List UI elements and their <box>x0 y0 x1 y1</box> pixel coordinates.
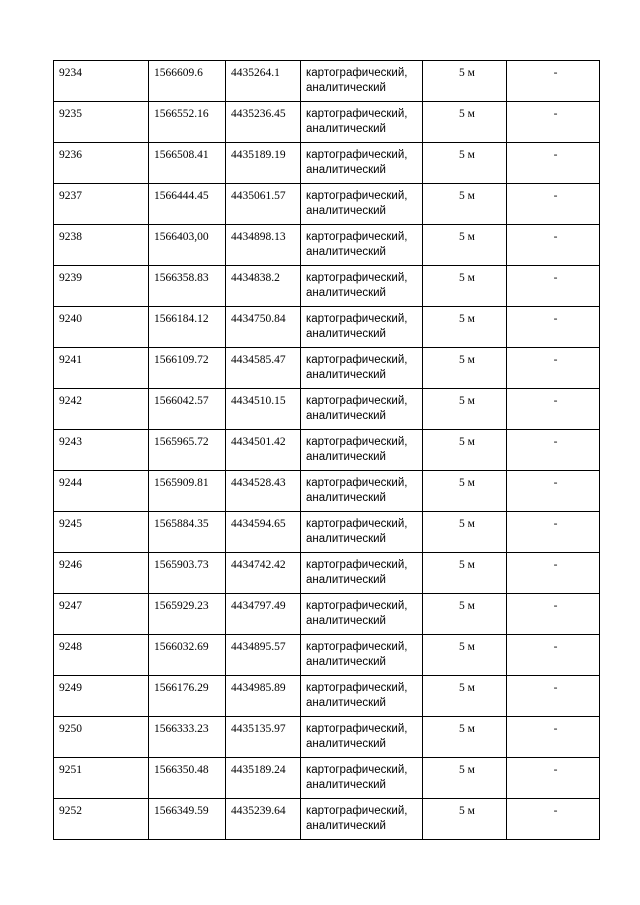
method-cell <box>301 799 423 840</box>
x-coordinate-cell-text: 1566349.59 <box>154 805 209 817</box>
method-cell <box>301 430 423 471</box>
x-coordinate-cell-text: 1566184.12 <box>154 313 209 325</box>
note-cell-text: - <box>553 641 558 653</box>
x-coordinate-cell <box>149 758 226 799</box>
accuracy-cell-text: 5 м <box>459 559 475 571</box>
point-number-cell-text: 9237 <box>59 190 82 202</box>
method-cell <box>301 143 423 184</box>
note-cell-text: - <box>553 559 558 571</box>
accuracy-cell-text: 5 м <box>459 600 475 612</box>
x-coordinate-cell <box>149 430 226 471</box>
accuracy-cell <box>423 430 507 471</box>
note-cell-text: - <box>553 805 558 817</box>
x-coordinate-cell-text: 1566109.72 <box>154 354 209 366</box>
note-cell <box>507 717 600 758</box>
accuracy-cell-text: 5 м <box>459 723 475 735</box>
accuracy-cell <box>423 184 507 225</box>
table-row <box>54 553 600 594</box>
accuracy-cell <box>423 225 507 266</box>
method-line-2: аналитический <box>306 615 386 627</box>
x-coordinate-cell-text: 1565929.23 <box>154 600 209 612</box>
method-cell <box>301 676 423 717</box>
note-cell-text: - <box>553 149 558 161</box>
accuracy-cell-text: 5 м <box>459 641 475 653</box>
y-coordinate-cell-text: 4435239.64 <box>231 805 286 817</box>
y-coordinate-cell-text: 4434898.13 <box>231 231 286 243</box>
x-coordinate-cell-text: 1566358.83 <box>154 272 209 284</box>
table-row <box>54 389 600 430</box>
accuracy-cell-text: 5 м <box>459 436 475 448</box>
note-cell-text: - <box>553 682 558 694</box>
table-row <box>54 676 600 717</box>
method-cell <box>301 102 423 143</box>
point-number-cell-text: 9247 <box>59 600 82 612</box>
x-coordinate-cell <box>149 676 226 717</box>
x-coordinate-cell-text: 1566403,00 <box>154 231 209 243</box>
note-cell-text: - <box>553 190 558 202</box>
accuracy-cell-text: 5 м <box>459 682 475 694</box>
y-coordinate-cell <box>226 717 301 758</box>
note-cell <box>507 102 600 143</box>
x-coordinate-cell <box>149 225 226 266</box>
accuracy-cell <box>423 717 507 758</box>
note-cell <box>507 430 600 471</box>
accuracy-cell <box>423 553 507 594</box>
y-coordinate-cell-text: 4435061.57 <box>231 190 286 202</box>
y-coordinate-cell <box>226 553 301 594</box>
method-cell <box>301 184 423 225</box>
y-coordinate-cell <box>226 430 301 471</box>
table-row <box>54 184 600 225</box>
method-cell <box>301 594 423 635</box>
point-number-cell-text: 9251 <box>59 764 82 776</box>
method-line-1: картографический, <box>306 436 408 448</box>
y-coordinate-cell-text: 4434585.47 <box>231 354 286 366</box>
table-row <box>54 635 600 676</box>
note-cell <box>507 471 600 512</box>
method-line-1: картографический, <box>306 723 408 735</box>
method-cell <box>301 225 423 266</box>
method-line-2: аналитический <box>306 328 386 340</box>
x-coordinate-cell <box>149 143 226 184</box>
point-number-cell-text: 9244 <box>59 477 82 489</box>
method-line-1: картографический, <box>306 395 408 407</box>
method-line-1: картографический, <box>306 682 408 694</box>
y-coordinate-cell-text: 4434797.49 <box>231 600 286 612</box>
x-coordinate-cell <box>149 717 226 758</box>
method-line-1: картографический, <box>306 477 408 489</box>
x-coordinate-cell-text: 1566552.16 <box>154 108 209 120</box>
note-cell <box>507 676 600 717</box>
method-cell <box>301 61 423 102</box>
method-line-2: аналитический <box>306 410 386 422</box>
method-line-2: аналитический <box>306 369 386 381</box>
table-row <box>54 430 600 471</box>
note-cell-text: - <box>553 354 558 366</box>
x-coordinate-cell <box>149 184 226 225</box>
y-coordinate-cell-text: 4434510.15 <box>231 395 286 407</box>
x-coordinate-cell <box>149 594 226 635</box>
x-coordinate-cell <box>149 389 226 430</box>
point-number-cell-text: 9239 <box>59 272 82 284</box>
accuracy-cell-text: 5 м <box>459 477 475 489</box>
note-cell-text: - <box>553 436 558 448</box>
y-coordinate-cell <box>226 184 301 225</box>
y-coordinate-cell-text: 4434742.42 <box>231 559 286 571</box>
note-cell <box>507 799 600 840</box>
y-coordinate-cell-text: 4435189.19 <box>231 149 286 161</box>
method-line-1: картографический, <box>306 190 408 202</box>
method-line-2: аналитический <box>306 205 386 217</box>
point-number-cell <box>54 758 149 799</box>
note-cell <box>507 512 600 553</box>
point-number-cell-text: 9246 <box>59 559 82 571</box>
accuracy-cell-text: 5 м <box>459 231 475 243</box>
y-coordinate-cell <box>226 348 301 389</box>
accuracy-cell <box>423 676 507 717</box>
table-row <box>54 348 600 389</box>
point-number-cell-text: 9238 <box>59 231 82 243</box>
x-coordinate-cell-text: 1565965.72 <box>154 436 209 448</box>
x-coordinate-cell-text: 1565909.81 <box>154 477 209 489</box>
method-line-1: картографический, <box>306 313 408 325</box>
note-cell <box>507 758 600 799</box>
method-line-1: картографический, <box>306 764 408 776</box>
accuracy-cell <box>423 61 507 102</box>
y-coordinate-cell-text: 4434838.2 <box>231 272 280 284</box>
note-cell <box>507 553 600 594</box>
accuracy-cell <box>423 635 507 676</box>
note-cell-text: - <box>553 272 558 284</box>
y-coordinate-cell <box>226 389 301 430</box>
y-coordinate-cell <box>226 307 301 348</box>
note-cell-text: - <box>553 231 558 243</box>
point-number-cell <box>54 430 149 471</box>
note-cell <box>507 307 600 348</box>
method-line-1: картографический, <box>306 149 408 161</box>
note-cell-text: - <box>553 723 558 735</box>
accuracy-cell <box>423 266 507 307</box>
x-coordinate-cell-text: 1566032.69 <box>154 641 209 653</box>
point-number-cell <box>54 635 149 676</box>
method-line-1: картографический, <box>306 559 408 571</box>
point-number-cell-text: 9236 <box>59 149 82 161</box>
method-line-1: картографический, <box>306 272 408 284</box>
note-cell <box>507 184 600 225</box>
note-cell-text: - <box>553 67 558 79</box>
x-coordinate-cell-text: 1566444.45 <box>154 190 209 202</box>
x-coordinate-cell <box>149 348 226 389</box>
method-line-2: аналитический <box>306 82 386 94</box>
accuracy-cell <box>423 389 507 430</box>
accuracy-cell <box>423 758 507 799</box>
point-number-cell <box>54 512 149 553</box>
method-line-1: картографический, <box>306 600 408 612</box>
x-coordinate-cell <box>149 635 226 676</box>
x-coordinate-cell <box>149 266 226 307</box>
accuracy-cell-text: 5 м <box>459 518 475 530</box>
table-row <box>54 512 600 553</box>
point-number-cell <box>54 553 149 594</box>
accuracy-cell-text: 5 м <box>459 149 475 161</box>
point-number-cell <box>54 471 149 512</box>
y-coordinate-cell-text: 4434895.57 <box>231 641 286 653</box>
note-cell <box>507 266 600 307</box>
method-line-2: аналитический <box>306 656 386 668</box>
accuracy-cell <box>423 348 507 389</box>
table-body <box>54 61 600 840</box>
method-line-2: аналитический <box>306 492 386 504</box>
note-cell <box>507 635 600 676</box>
x-coordinate-cell-text: 1566609.6 <box>154 67 203 79</box>
point-number-cell <box>54 184 149 225</box>
accuracy-cell <box>423 102 507 143</box>
accuracy-cell <box>423 307 507 348</box>
method-line-2: аналитический <box>306 451 386 463</box>
y-coordinate-cell-text: 4435264.1 <box>231 67 280 79</box>
y-coordinate-cell-text: 4434750.84 <box>231 313 286 325</box>
point-number-cell <box>54 102 149 143</box>
point-number-cell <box>54 799 149 840</box>
note-cell-text: - <box>553 477 558 489</box>
table-row <box>54 594 600 635</box>
table-row <box>54 266 600 307</box>
method-cell <box>301 553 423 594</box>
point-number-cell-text: 9250 <box>59 723 82 735</box>
accuracy-cell-text: 5 м <box>459 190 475 202</box>
point-number-cell <box>54 307 149 348</box>
y-coordinate-cell-text: 4434985.89 <box>231 682 286 694</box>
y-coordinate-cell-text: 4435236.45 <box>231 108 286 120</box>
table-row <box>54 102 600 143</box>
method-cell <box>301 717 423 758</box>
note-cell <box>507 389 600 430</box>
y-coordinate-cell <box>226 512 301 553</box>
x-coordinate-cell <box>149 512 226 553</box>
y-coordinate-cell <box>226 266 301 307</box>
point-number-cell <box>54 143 149 184</box>
method-line-2: аналитический <box>306 287 386 299</box>
accuracy-cell-text: 5 м <box>459 354 475 366</box>
x-coordinate-cell <box>149 307 226 348</box>
point-number-cell-text: 9241 <box>59 354 82 366</box>
table-row <box>54 143 600 184</box>
method-cell <box>301 635 423 676</box>
x-coordinate-cell-text: 1566176.29 <box>154 682 209 694</box>
point-number-cell-text: 9242 <box>59 395 82 407</box>
y-coordinate-cell-text: 4435189.24 <box>231 764 286 776</box>
coordinates-table <box>53 60 600 840</box>
note-cell-text: - <box>553 395 558 407</box>
method-line-2: аналитический <box>306 779 386 791</box>
point-number-cell-text: 9245 <box>59 518 82 530</box>
y-coordinate-cell <box>226 758 301 799</box>
accuracy-cell <box>423 594 507 635</box>
table-row <box>54 61 600 102</box>
x-coordinate-cell-text: 1566333.23 <box>154 723 209 735</box>
x-coordinate-cell <box>149 61 226 102</box>
method-line-2: аналитический <box>306 533 386 545</box>
y-coordinate-cell <box>226 61 301 102</box>
method-line-1: картографический, <box>306 108 408 120</box>
point-number-cell-text: 9252 <box>59 805 82 817</box>
x-coordinate-cell-text: 1566042.57 <box>154 395 209 407</box>
accuracy-cell-text: 5 м <box>459 108 475 120</box>
method-cell <box>301 758 423 799</box>
method-line-2: аналитический <box>306 574 386 586</box>
method-line-1: картографический, <box>306 67 408 79</box>
point-number-cell <box>54 225 149 266</box>
note-cell <box>507 225 600 266</box>
y-coordinate-cell-text: 4434501.42 <box>231 436 286 448</box>
method-line-1: картографический, <box>306 641 408 653</box>
accuracy-cell <box>423 143 507 184</box>
method-cell <box>301 348 423 389</box>
note-cell-text: - <box>553 764 558 776</box>
x-coordinate-cell <box>149 471 226 512</box>
accuracy-cell-text: 5 м <box>459 313 475 325</box>
note-cell <box>507 594 600 635</box>
y-coordinate-cell <box>226 471 301 512</box>
point-number-cell-text: 9249 <box>59 682 82 694</box>
x-coordinate-cell-text: 1566350.48 <box>154 764 209 776</box>
method-cell <box>301 307 423 348</box>
point-number-cell <box>54 717 149 758</box>
point-number-cell-text: 9243 <box>59 436 82 448</box>
note-cell-text: - <box>553 108 558 120</box>
table-row <box>54 471 600 512</box>
y-coordinate-cell <box>226 594 301 635</box>
method-cell <box>301 389 423 430</box>
point-number-cell-text: 9234 <box>59 67 82 79</box>
x-coordinate-cell <box>149 102 226 143</box>
accuracy-cell-text: 5 м <box>459 67 475 79</box>
note-cell <box>507 143 600 184</box>
accuracy-cell-text: 5 м <box>459 395 475 407</box>
x-coordinate-cell <box>149 553 226 594</box>
table-row <box>54 307 600 348</box>
note-cell <box>507 348 600 389</box>
note-cell <box>507 61 600 102</box>
accuracy-cell <box>423 799 507 840</box>
y-coordinate-cell-text: 4434594.65 <box>231 518 286 530</box>
method-cell <box>301 266 423 307</box>
method-line-2: аналитический <box>306 697 386 709</box>
accuracy-cell-text: 5 м <box>459 764 475 776</box>
point-number-cell <box>54 389 149 430</box>
y-coordinate-cell <box>226 225 301 266</box>
y-coordinate-cell <box>226 799 301 840</box>
x-coordinate-cell-text: 1566508.41 <box>154 149 209 161</box>
point-number-cell <box>54 594 149 635</box>
method-line-1: картографический, <box>306 231 408 243</box>
y-coordinate-cell <box>226 102 301 143</box>
method-cell <box>301 512 423 553</box>
method-cell <box>301 471 423 512</box>
note-cell-text: - <box>553 313 558 325</box>
method-line-2: аналитический <box>306 123 386 135</box>
y-coordinate-cell-text: 4435135.97 <box>231 723 286 735</box>
point-number-cell-text: 9240 <box>59 313 82 325</box>
method-line-1: картографический, <box>306 805 408 817</box>
point-number-cell-text: 9235 <box>59 108 82 120</box>
method-line-1: картографический, <box>306 354 408 366</box>
y-coordinate-cell <box>226 143 301 184</box>
table-row <box>54 799 600 840</box>
x-coordinate-cell <box>149 799 226 840</box>
method-line-1: картографический, <box>306 518 408 530</box>
method-line-2: аналитический <box>306 820 386 832</box>
accuracy-cell-text: 5 м <box>459 805 475 817</box>
method-line-2: аналитический <box>306 164 386 176</box>
method-line-2: аналитический <box>306 738 386 750</box>
accuracy-cell <box>423 512 507 553</box>
table-row <box>54 758 600 799</box>
y-coordinate-cell <box>226 676 301 717</box>
point-number-cell <box>54 266 149 307</box>
y-coordinate-cell <box>226 635 301 676</box>
note-cell-text: - <box>553 600 558 612</box>
point-number-cell <box>54 61 149 102</box>
table-row <box>54 717 600 758</box>
note-cell-text: - <box>553 518 558 530</box>
x-coordinate-cell-text: 1565903.73 <box>154 559 209 571</box>
point-number-cell-text: 9248 <box>59 641 82 653</box>
x-coordinate-cell-text: 1565884.35 <box>154 518 209 530</box>
point-number-cell <box>54 676 149 717</box>
point-number-cell <box>54 348 149 389</box>
accuracy-cell <box>423 471 507 512</box>
method-line-2: аналитический <box>306 246 386 258</box>
y-coordinate-cell-text: 4434528.43 <box>231 477 286 489</box>
accuracy-cell-text: 5 м <box>459 272 475 284</box>
table-row <box>54 225 600 266</box>
